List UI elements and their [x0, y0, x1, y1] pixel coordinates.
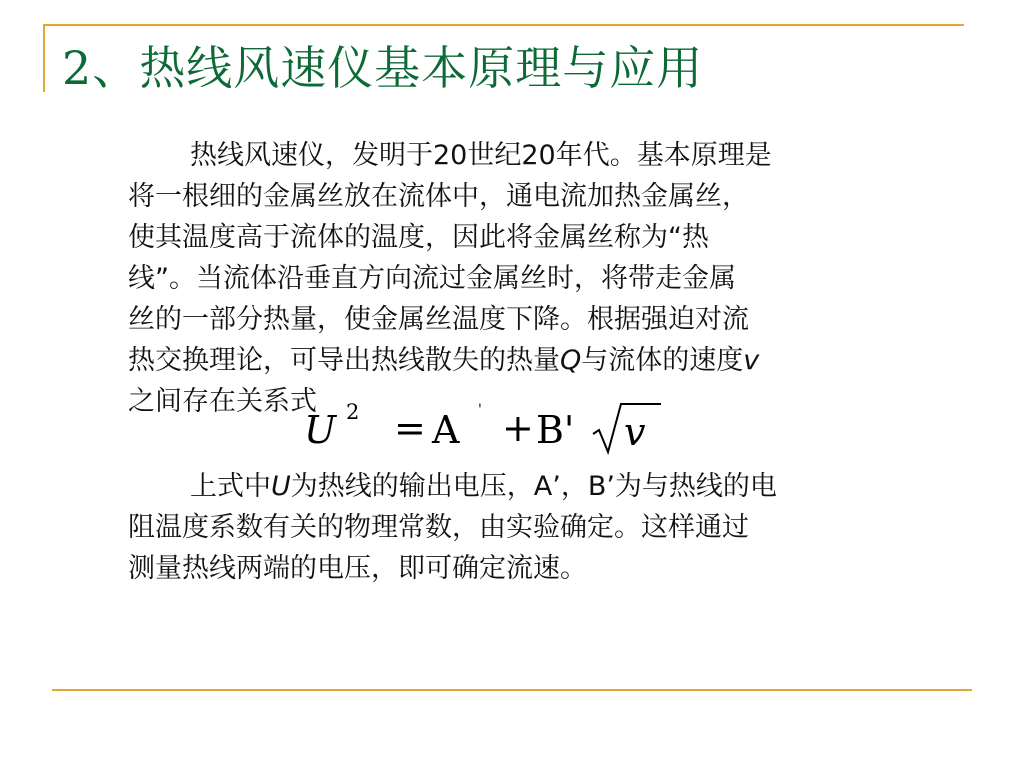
heat-symbol-q: Q — [560, 345, 582, 376]
intro-line-4: 线”。当流体沿垂直方向流过金属丝时，将带走金属 — [128, 263, 736, 294]
intro-line-6-start: 热交换理论，可导出热线散失的热量 — [128, 345, 560, 376]
explain-line-2: 阻温度系数有关的物理常数，由实验确定。这样通过 — [128, 512, 749, 543]
explain-line-1-start: 上式中 — [190, 471, 271, 502]
explanation-paragraph — [128, 466, 928, 589]
explain-line-3: 测量热线两端的电压，即可确定流速。 — [128, 553, 587, 584]
velocity-symbol-v: v — [743, 345, 760, 376]
formula-a-prime: ' — [478, 402, 482, 418]
left-rule — [43, 24, 45, 92]
formula-b: B' — [536, 408, 575, 452]
formula-equals: = — [394, 406, 426, 450]
formula-plus: + — [502, 406, 534, 450]
intro-line-3: 使其温度高于流体的温度，因此将金属丝称为“热 — [128, 222, 709, 253]
top-rule — [44, 24, 964, 26]
explain-line-1-rest: 为热线的输出电压，A’，B’为与热线的电 — [290, 471, 777, 502]
formula-u: U — [304, 408, 337, 452]
intro-line-6 — [128, 340, 928, 381]
explain-line-1 — [128, 466, 928, 507]
intro-line-6-mid: 与流体的速度 — [581, 345, 744, 376]
intro-line-1: 热线风速仪，发明于20世纪20年代。基本原理是 — [190, 140, 772, 171]
slide-title: 2、热线风速仪基本原理与应用 — [62, 41, 704, 95]
formula-v: v — [624, 410, 646, 454]
formula-a: A — [432, 408, 460, 452]
bottom-rule — [52, 689, 972, 691]
voltage-symbol-u: U — [271, 471, 291, 502]
intro-line-7: 之间存在关系式 — [128, 386, 317, 417]
intro-line-2: 将一根细的金属丝放在流体中，通电流加热金属丝， — [128, 181, 749, 212]
intro-line-5: 丝的一部分热量，使金属丝温度下降。根据强迫对流 — [128, 304, 749, 335]
intro-paragraph — [128, 135, 928, 422]
formula-exponent: 2 — [346, 400, 360, 424]
